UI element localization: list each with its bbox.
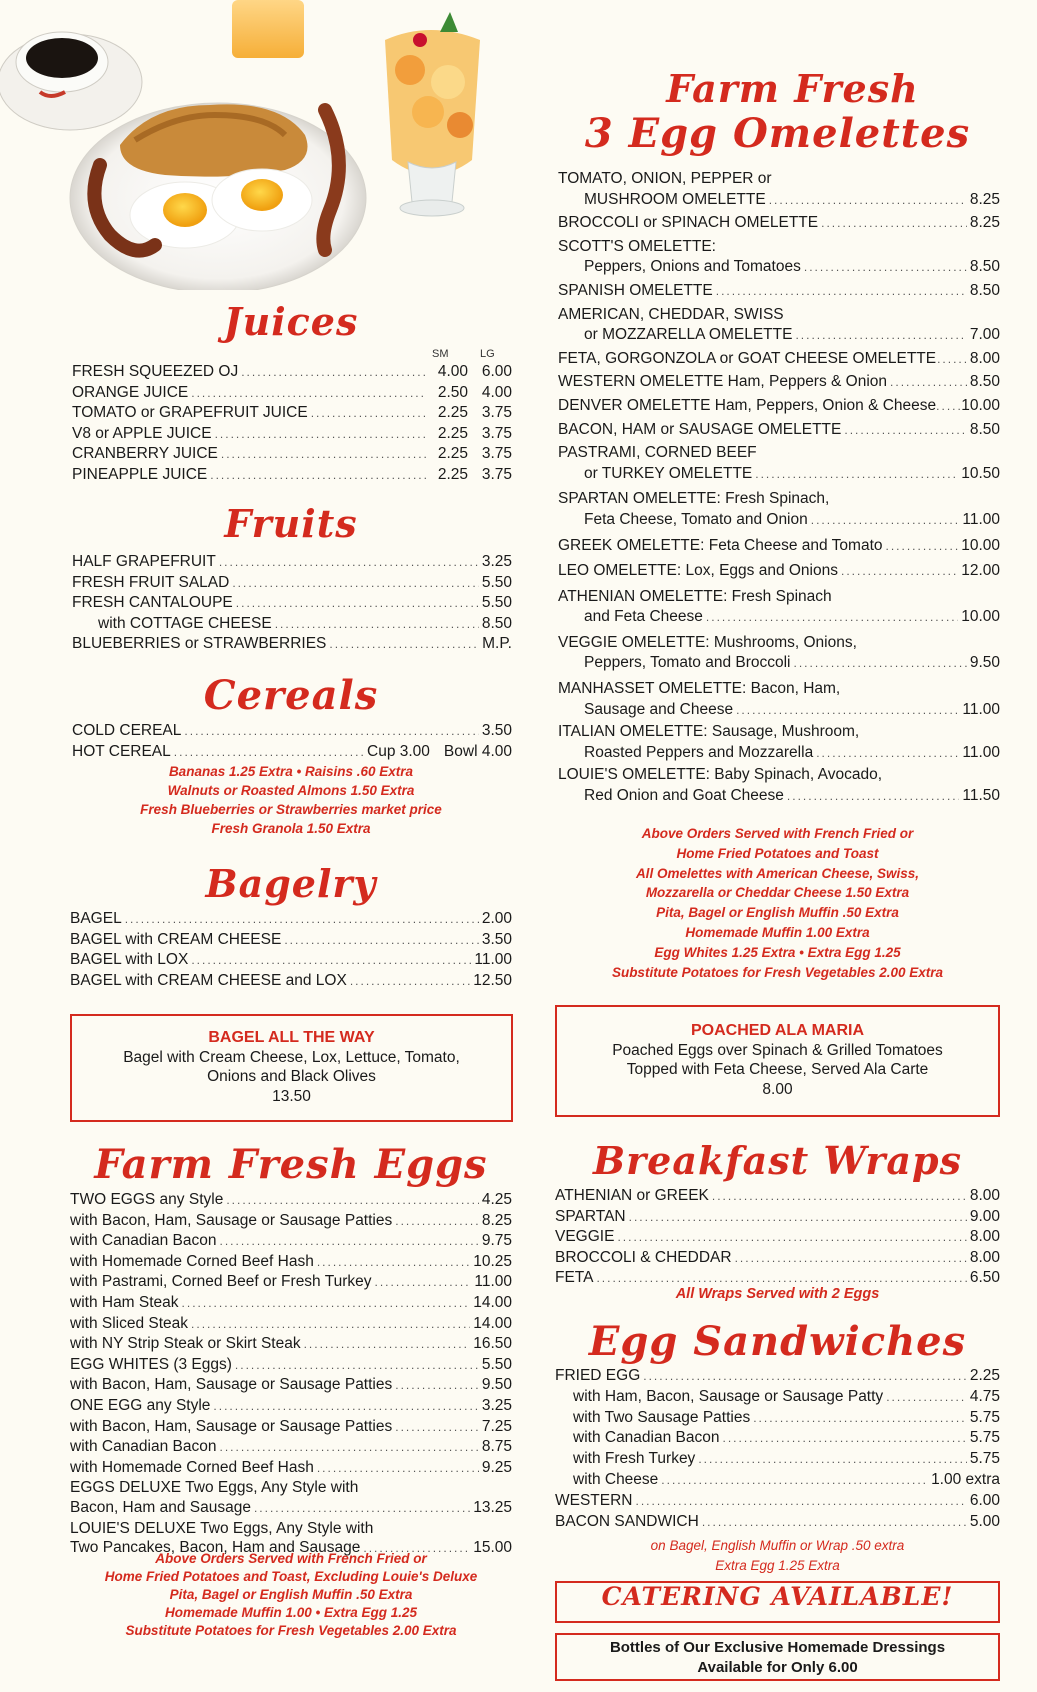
bagel-list [70,909,512,991]
cereal-notes: Bananas 1.25 Extra • Raisins .60 Extra Walnuts or Roasted Almons 1.50 Extra Fresh Blueberries or Strawberries market price Fresh Granola 1.50 Extra [140,764,442,836]
menu-item-line: LOUIE'S DELUXE Two Eggs, Any Style with [70,1519,374,1537]
menu-item: with Canadian Bacon ..... 5.75 [555,1428,1000,1449]
menu-item: with Homemade Corned Beef Hash ..... 10.25 [70,1252,512,1273]
sandwich-list [555,1366,1000,1532]
menu-item: FETA ..... 6.50 [555,1268,1000,1289]
menu-item: Sausage and Cheese ..... 11.00 [558,700,1000,721]
menu-item: with Bacon, Ham, Sausage or Sausage Patties ..... 8.25 [70,1211,512,1232]
menu-item: PINEAPPLE JUICE ..... 2.25 3.75 [72,465,512,486]
menu-item: HOT CEREAL ..... Cup 3.00 Bowl 4.00 [72,742,512,763]
menu-item: BACON, HAM or SAUSAGE OMELETTE ..... 8.50 [558,420,1000,441]
menu-item: FRIED EGG ..... 2.25 [555,1366,1000,1387]
menu-item-line: EGGS DELUXE Two Eggs, Any Style with [70,1479,359,1497]
sandwich-notes: on Bagel, English Muffin or Wrap .50 extra Extra Egg 1.25 Extra [650,1538,905,1573]
menu-item: FRESH SQUEEZED OJ ..... 4.00 6.00 [72,362,512,383]
menu-item: Bacon, Ham and Sausage ..... 13.25 [70,1498,512,1519]
bagelry-heading: Bagelry [205,861,377,906]
menu-item: WESTERN OMELETTE Ham, Peppers & Onion ..... 8.50 [558,372,1000,393]
menu-item: with Bacon, Ham, Sausage or Sausage Patties ..... 7.25 [70,1417,512,1438]
menu-item: Two Pancakes, Bacon, Ham and Sausage ..... 15.00 [70,1538,512,1559]
menu-item: LEO OMELETTE: Lox, Eggs and Onions ..... 12.00 [558,561,1000,582]
menu-item: Red Onion and Goat Cheese ..... 11.50 [558,786,1000,807]
menu-item: with Ham, Bacon, Sausage or Sausage Patty ..... 4.75 [555,1387,1000,1408]
menu-item: HALF GRAPEFRUIT ..... 3.25 [72,552,512,573]
menu-item: WESTERN ..... 6.00 [555,1491,1000,1512]
juice-list [72,362,512,486]
menu-item: or MOZZARELLA OMELETTE ..... 7.00 [558,325,1000,346]
menu-item: BACON SANDWICH ..... 5.00 [555,1512,1000,1533]
menu-item: TOMATO or GRAPEFRUIT JUICE ..... 2.25 3.75 [72,403,512,424]
bagel-all-the-way-box: BAGEL ALL THE WAY Bagel with Cream Cheese, Lox, Lettuce, Tomato, Onions and Black Olives 13.50 [70,1014,513,1122]
menu-item: TWO EGGS any Style ..... 4.25 [70,1190,512,1211]
eggs-heading: Farm Fresh Eggs [94,1141,488,1188]
menu-item: BROCCOLI & CHEDDAR ..... 8.00 [555,1248,1000,1269]
menu-item: VEGGIE ..... 8.00 [555,1227,1000,1248]
box-title: POACHED ALA MARIA [690,1022,865,1039]
menu-item: ATHENIAN or GREEK ..... 8.00 [555,1186,1000,1207]
menu-item: GREEK OMELETTE: Feta Cheese and Tomato ..... 10.00 [558,536,1000,557]
menu-item: ONE EGG any Style ..... 3.25 [70,1396,512,1417]
menu-item: DENVER OMELETTE Ham, Peppers, Onion & Cheese ..... 10.00 [558,396,1000,417]
menu-item: BAGEL ..... 2.00 [70,909,512,930]
menu-item: FRESH CANTALOUPE ..... 5.50 [72,593,512,614]
menu-item: COLD CEREAL ..... 3.50 [72,721,512,742]
menu-item: with Fresh Turkey ..... 5.75 [555,1449,1000,1470]
menu-item: with Bacon, Ham, Sausage or Sausage Patties ..... 9.50 [70,1375,512,1396]
juice-size-header [70,348,512,361]
menu-item: with Canadian Bacon ..... 8.75 [70,1437,512,1458]
size-lg-label: LG [480,348,495,360]
box-title: BAGEL ALL THE WAY [208,1029,375,1046]
fruits-heading: Fruits [224,501,358,546]
menu-item: SPARTAN ..... 9.00 [555,1207,1000,1228]
fruit-list [72,552,512,655]
egg-list [70,1190,512,1559]
menu-item: with Pastrami, Corned Beef or Fresh Turkey ..... 11.00 [70,1272,512,1293]
cereals-heading: Cereals [203,672,379,719]
menu-item: BAGEL with CREAM CHEESE ..... 3.50 [70,930,512,951]
menu-item: Peppers, Tomato and Broccoli ..... 9.50 [558,653,1000,674]
menu-item: BLUEBERRIES or STRAWBERRIES ..... M.P. [72,634,512,655]
catering-box [555,1581,1000,1623]
menu-item: V8 or APPLE JUICE ..... 2.25 3.75 [72,424,512,445]
menu-item: EGG WHITES (3 Eggs) ..... 5.50 [70,1355,512,1376]
menu-item: with Ham Steak ..... 14.00 [70,1293,512,1314]
menu-item: with Homemade Corned Beef Hash ..... 9.25 [70,1458,512,1479]
menu-item: with Canadian Bacon ..... 9.75 [70,1231,512,1252]
menu-item: CRANBERRY JUICE ..... 2.25 3.75 [72,444,512,465]
menu-item: ORANGE JUICE ..... 2.50 4.00 [72,383,512,404]
menu-item: with NY Strip Steak or Skirt Steak ..... 16.50 [70,1334,512,1355]
menu-item: BROCCOLI or SPINACH OMELETTE ..... 8.25 [558,213,1000,234]
wrap-list [555,1186,1000,1289]
menu-item: with COTTAGE CHEESE ..... 8.50 [72,614,512,635]
menu-item: Feta Cheese, Tomato and Onion ..... 11.00 [558,510,1000,531]
omelette-list: TOMATO, ONION, PEPPER or MUSHROOM OMELETTE ..... 8.25 BROCCOLI or SPINACH OMELETTE ..... 8.25 SCOTT'S OMELETTE: Peppers, Onions and Tomatoes ..... 8.50 SPANISH OMELETTE ..... 8.50 AMERICAN, CHEDDAR, SWISS or MOZZARELLA OMELETTE ..... 7.00 FETA, GORGONZOLA or GOAT CHEESE OMELETTE ..... 8.00 WESTERN OMELETTE Ham, Peppers & Onion ..... 8.50 DENVER OMELETTE Ham, Peppers, Onion & Cheese ..... 10.00 BACON, HAM or SAUSAGE OMELETTE ..... 8.50 PASTRAMI, CORNED BEEF or TURKEY OMELETTE ..... 10.50 SPARTAN OMELETTE: Fresh Spinach, Feta Cheese, Tomato and Onion ..... 11.00 GREEK OMELETTE: Feta Cheese and Tomato ..... 10.00 LEO OMELETTE: Lox, Eggs and Onions ..... 12.00 ATHENIAN OMELETTE: Fresh Spinach and Feta Cheese ..... 10.00 VEGGIE OMELETTE: Mushrooms, Onions, Peppers, Tomato and Broccoli ..... 9.50 MANHASSET OMELETTE: Bacon, Ham, Sausage and Cheese ..... 11.00 ITALIAN OMELETTE: Sausage, Mushroom, Roasted Peppers and Mozzarella ..... 11.00 LOUIE'S OMELETTE: Baby Spinach, Avocado, Red Onion and Goat Cheese ..... 11.50 [558,169,1000,807]
cereal-list [72,721,512,762]
menu-item: Roasted Peppers and Mozzarella ..... 11.00 [558,743,1000,764]
omelette-notes: Above Orders Served with French Fried or Home Fried Potatoes and Toast All Omelettes with American Cheese, Swiss, Mozzarella or Cheddar Cheese 1.50 Extra Pita, Bagel or English Muffin .50 Extra Homemade Muffin 1.00 Extra Egg Whites 1.25 Extra • Extra Egg 1.25 Substitute Potatoes for Fresh Vegetables 2.00 Extra [611,826,944,980]
menu-item: with Two Sausage Patties ..... 5.75 [555,1408,1000,1429]
menu-item: with Cheese ..... 1.00 extra [555,1470,1000,1491]
menu-item: MUSHROOM OMELETTE ..... 8.25 [558,190,1000,211]
size-sm-label: SM [432,348,449,360]
menu-item: FETA, GORGONZOLA or GOAT CHEESE OMELETTE ..... 8.00 [558,349,1000,370]
menu-item: and Feta Cheese ..... 10.00 [558,607,1000,628]
breakfast-photo [0,0,500,290]
catering-text: CATERING AVAILABLE! [601,1582,954,1611]
menu-item: BAGEL with CREAM CHEESE and LOX ..... 12.50 [70,971,512,992]
menu-item: or TURKEY OMELETTE ..... 10.50 [558,464,1000,485]
menu-item: with Sliced Steak ..... 14.00 [70,1314,512,1335]
menu-item: BAGEL with LOX ..... 11.00 [70,950,512,971]
poached-ala-maria-box: POACHED ALA MARIA Poached Eggs over Spinach & Grilled Tomatoes Topped with Feta Cheese, Served Ala Carte 8.00 [555,1005,1000,1117]
menu-item: SPANISH OMELETTE ..... 8.50 [558,281,1000,302]
egg-notes: Above Orders Served with French Fried or Home Fried Potatoes and Toast, Excluding Louie's Deluxe Pita, Bagel or English Muffin .50 Extra Homemade Muffin 1.00 • Extra Egg 1.25 Substitute Potatoes for Fresh Vegetables 2.00 Extra [104,1551,478,1638]
wraps-heading: Breakfast Wraps [593,1138,962,1183]
dressings-box: Bottles of Our Exclusive Homemade Dressings Available for Only 6.00 [555,1633,1000,1681]
menu-item: FRESH FRUIT SALAD ..... 5.50 [72,573,512,594]
omelettes-heading: Farm Fresh 3 Egg Omelettes [584,66,971,157]
sandwiches-heading: Egg Sandwiches [588,1318,967,1365]
wraps-note: All Wraps Served with 2 Eggs [675,1286,880,1302]
juices-heading: Juices [223,299,359,344]
menu-item: Peppers, Onions and Tomatoes ..... 8.50 [558,257,1000,278]
